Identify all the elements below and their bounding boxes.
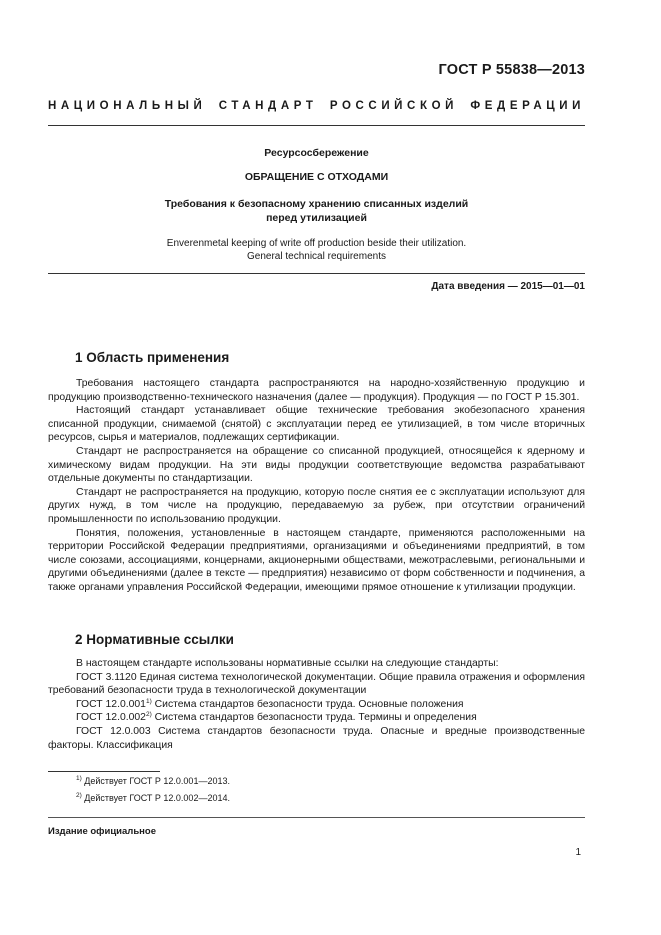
- section-1-heading: 1 Область применения: [75, 350, 230, 365]
- introduction-date: Дата введения — 2015—01—01: [431, 281, 585, 292]
- section-2-intro: В настоящем стандарте использованы нормативные ссылки на следующие стандарты:: [76, 658, 499, 669]
- reference-gost-12-0-001: [48, 698, 585, 712]
- title-main: ОБРАЩЕНИЕ С ОТХОДАМИ: [244, 171, 389, 183]
- section-1-paragraph: Стандарт не распространяется на обращение со списанной продукцией, относящейся к ядерному и химическому видам продукции. На эти виды продукции соответствующие ведомства разрабатывают отдельные документы по стандартизации.: [48, 445, 585, 485]
- footnote-mark: 2): [76, 792, 82, 799]
- title-subtitle-line2: перед утилизацией: [266, 212, 367, 224]
- reference-title: Система стандартов безопасности труда. Основные положения: [151, 698, 464, 710]
- section-1-paragraph: Настоящий стандарт устанавливает общие технические требования экобезопасного хранения списанной продукции, снимаемой (снятой) с эксплуатации перед ее утилизацией, в том числе вторичных ресурсов, сырья и материалов, подлежащих сертификации.: [48, 405, 585, 444]
- document-code: ГОСТ Р 55838—2013: [438, 62, 585, 78]
- footnote-marker: 2): [145, 711, 152, 719]
- section-1-paragraph: Понятия, положения, установленные в настоящем стандарте, применяются расположенными на территории Российской Федерации предприятиями, организациями и объединениями предприятий, в том числе союзами, ассоциациями, концернами, акционерными обществами, межотраслевыми, региональными и другими объединениями (далее в тексте — предприятия) независимо от форм собственности и подчинения, а также органами управления Российской Федерации, имеющими прямое отношение к утилизации продукции.: [48, 527, 585, 593]
- title-category: Ресурсосбережение: [264, 147, 369, 159]
- footnote-2: [76, 792, 230, 804]
- national-standard-banner: НАЦИОНАЛЬНЫЙ СТАНДАРТ РОССИЙСКОЙ ФЕДЕРАЦИИ: [48, 100, 585, 112]
- title-english-line1: Enverenmetal keeping of write off production beside their utilization.: [166, 238, 467, 249]
- title-subtitle-line1: Требования к безопасному хранению списанных изделий: [164, 198, 469, 210]
- title-english-line2: General technical requirements: [247, 251, 386, 262]
- footnote-marker: 1): [145, 697, 152, 705]
- footnote-mark: 1): [76, 775, 82, 782]
- reference-gost-12-0-003: ГОСТ 12.0.003 Система стандартов безопасности труда. Опасные и вредные производственные факторы. Классификация: [48, 725, 585, 751]
- official-edition-label: Издание официальное: [48, 826, 156, 837]
- reference-gost-12-0-002: [48, 711, 585, 725]
- section-1-paragraph: Требования настоящего стандарта распространяются на народно-хозяйственную продукцию и продукцию производственно-технического назначения (далее — продукция). Продукция — по ГОСТ Р 15.301.: [48, 378, 585, 403]
- reference-code: ГОСТ 12.0.002: [76, 712, 146, 724]
- page-number: 1: [575, 847, 581, 858]
- footnote-1: [76, 775, 230, 787]
- footer-divider: [48, 817, 585, 818]
- section-1-body: [48, 377, 585, 595]
- reference-title: Система стандартов безопасности труда. Термины и определения: [151, 712, 477, 724]
- footnote-text: Действует ГОСТ Р 12.0.002—2014.: [81, 793, 230, 803]
- header-divider: [48, 125, 585, 126]
- section-2-heading: 2 Нормативные ссылки: [75, 632, 234, 647]
- section-1-paragraph: Стандарт не распространяется на продукцию, которую после снятия ее с эксплуатации используют для других нужд, в том числе на продукцию, передаваемую за рубеж, при отсутствии ограничений промышленности по использованию продукции.: [48, 486, 585, 525]
- footnote-divider: [48, 771, 160, 772]
- reference-code: ГОСТ 12.0.001: [76, 698, 146, 710]
- reference-gost-3-1120: ГОСТ 3.1120 Единая система технологической документации. Общие правила отражения и оформления требований безопасности труда в технологической документации: [48, 671, 585, 697]
- title-divider: [48, 273, 585, 274]
- footnote-text: Действует ГОСТ Р 12.0.001—2013.: [81, 776, 230, 786]
- section-2-body: [48, 657, 585, 752]
